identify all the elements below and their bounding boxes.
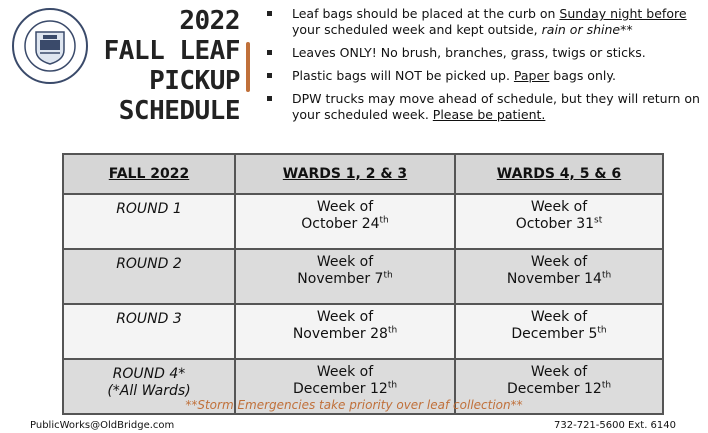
rule-item: DPW trucks may move ahead of schedule, but they will return on your scheduled week. Please be patient. <box>262 91 702 123</box>
round-cell: ROUND 2 <box>63 249 235 304</box>
wards-123-cell: Week of November 7th <box>235 249 455 304</box>
wards-123-cell: Week of December 12th <box>235 359 455 414</box>
contact-email: PublicWorks@OldBridge.com <box>30 420 175 431</box>
column-header: WARDS 4, 5 & 6 <box>455 154 663 194</box>
wards-456-cell: Week of November 14th <box>455 249 663 304</box>
round-cell: ROUND 3 <box>63 304 235 359</box>
rule-item: Plastic bags will NOT be picked up. Paper bags only. <box>262 68 702 84</box>
bullet-icon <box>267 50 272 55</box>
township-seal-logo <box>10 6 90 86</box>
page-title <box>100 6 240 126</box>
contact-phone: 732-721-5600 Ext. 6140 <box>554 420 676 431</box>
wards-456-cell: Week of October 31st <box>455 194 663 249</box>
storm-note: **Storm Emergencies take priority over leaf collection** <box>185 398 523 412</box>
bullet-icon <box>267 11 272 16</box>
column-header: WARDS 1, 2 & 3 <box>235 154 455 194</box>
rule-item: Leaf bags should be placed at the curb on Sunday night before your scheduled week and kept outside, rain or shine** <box>262 6 702 38</box>
bullet-icon <box>267 73 272 78</box>
title-line-2: PICKUP <box>149 66 240 96</box>
wards-456-cell: Week of December 12th <box>455 359 663 414</box>
wards-123-cell: Week of November 28th <box>235 304 455 359</box>
title-year: 2022 <box>179 6 240 36</box>
bullet-icon <box>267 96 272 101</box>
round-cell: ROUND 1 <box>63 194 235 249</box>
table-row <box>63 304 663 359</box>
rules-list <box>262 6 702 130</box>
column-header: FALL 2022 <box>63 154 235 194</box>
accent-divider <box>246 42 250 92</box>
wards-456-cell: Week of December 5th <box>455 304 663 359</box>
table-header-row <box>63 154 663 194</box>
wards-123-cell: Week of October 24th <box>235 194 455 249</box>
title-line-3: SCHEDULE <box>118 96 240 126</box>
round-cell: ROUND 4* (*All Wards) <box>63 359 235 414</box>
title-line-1: FALL LEAF <box>103 36 240 66</box>
table-row <box>63 249 663 304</box>
rule-item: Leaves ONLY! No brush, branches, grass, twigs or sticks. <box>262 45 702 61</box>
schedule-table <box>62 153 664 415</box>
table-row <box>63 194 663 249</box>
